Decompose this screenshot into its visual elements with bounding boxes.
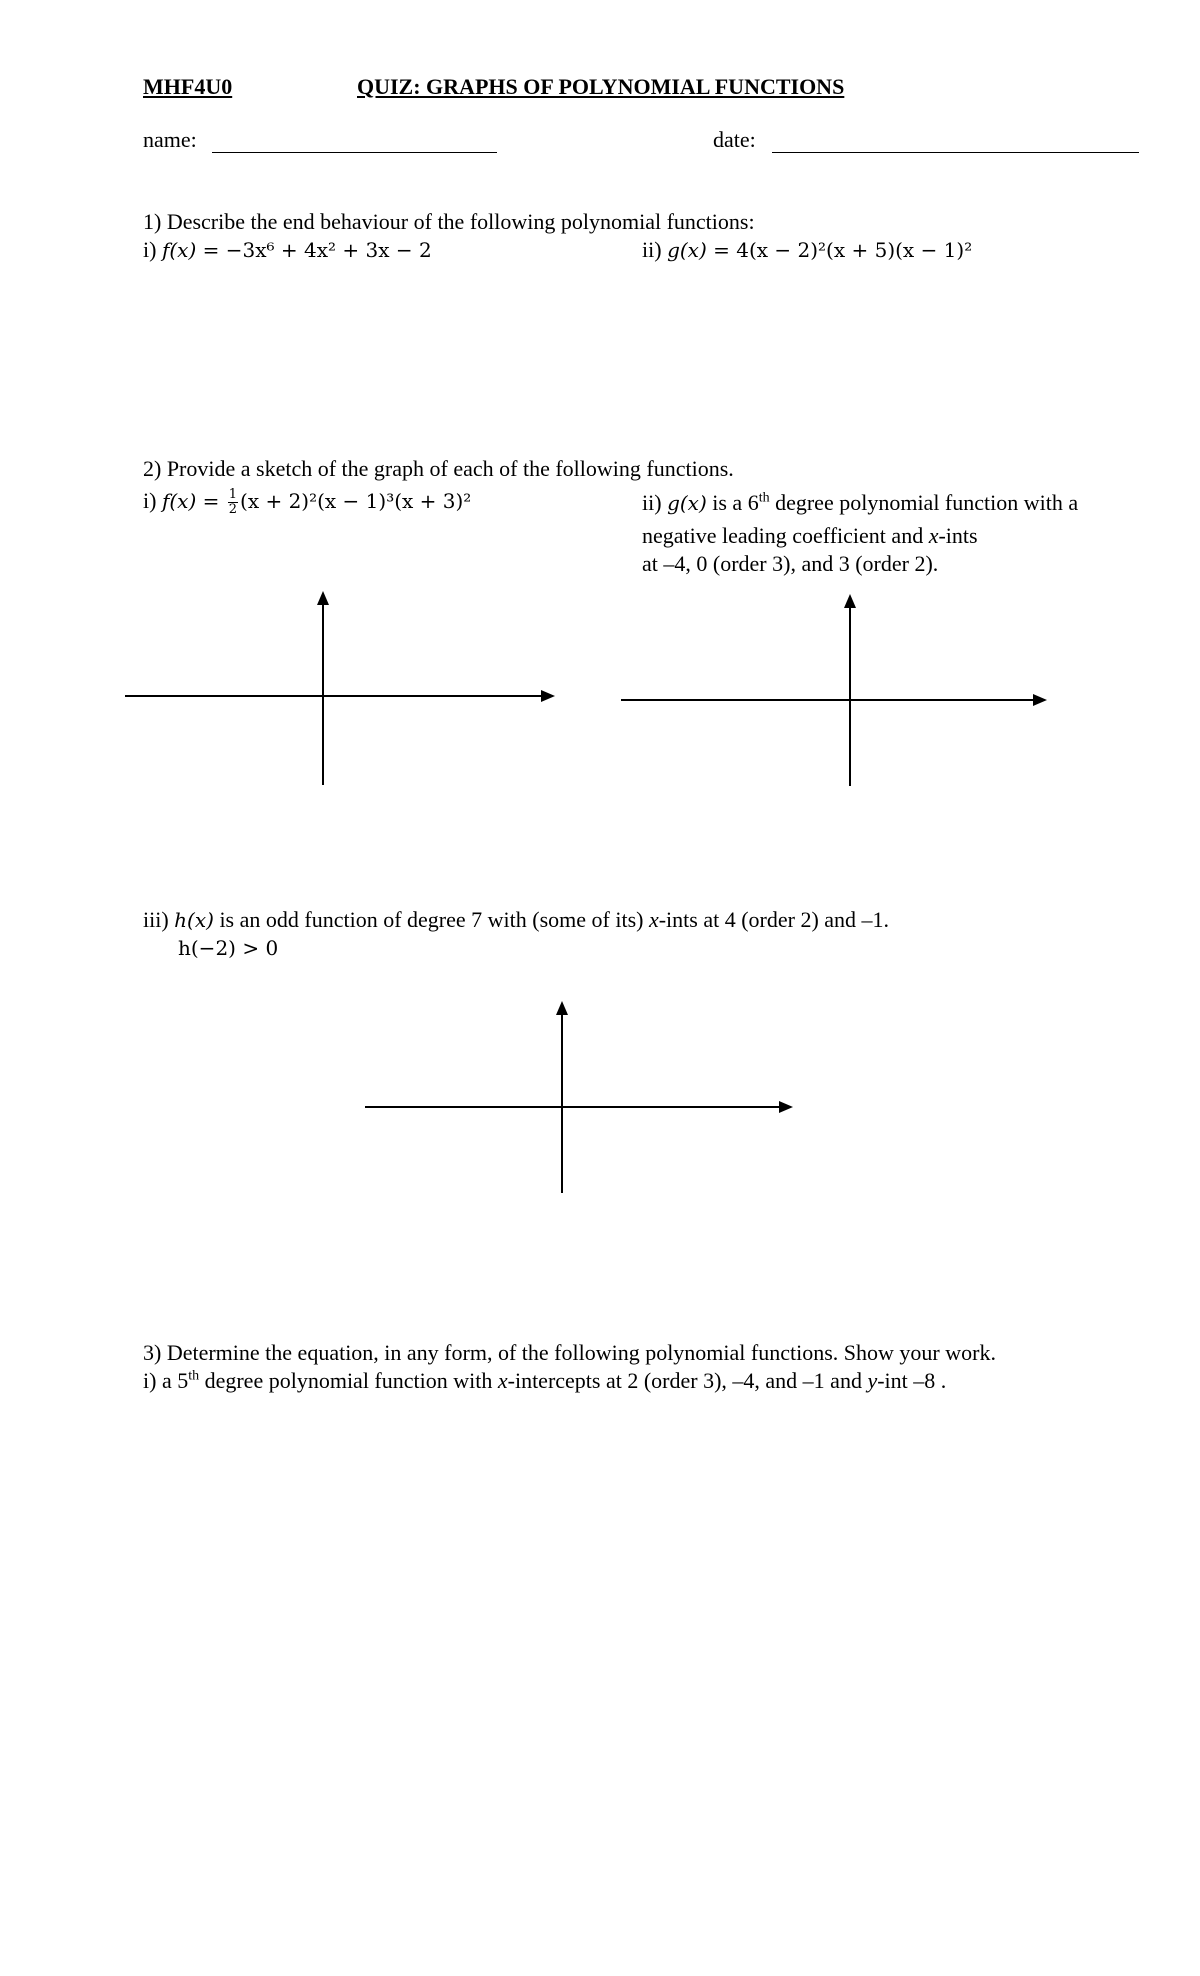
- x-axis-arrow-icon: [779, 1101, 793, 1113]
- q2-iii-function: h(x): [174, 908, 214, 932]
- q2-i-label: i): [143, 488, 162, 513]
- q1-part-i: [143, 236, 432, 264]
- date-label: date:: [713, 127, 756, 152]
- q2-i-fraction: [228, 488, 238, 517]
- quiz-title: QUIZ: GRAPHS OF POLYNOMIAL FUNCTIONS: [357, 74, 845, 99]
- q1-part-ii: [642, 236, 972, 264]
- q2-prompt: 2) Provide a sketch of the graph of each of the following functions.: [143, 456, 734, 481]
- q2-ii-superscript: th: [758, 490, 770, 506]
- q2-part-ii-line3: at –4, 0 (order 3), and 3 (order 2).: [642, 551, 939, 576]
- q2-iii-label: iii): [143, 907, 175, 932]
- q1-i-label: i): [143, 237, 162, 262]
- q2-ii-text-a: is a 6: [706, 490, 759, 515]
- course-code: MHF4U0: [143, 74, 233, 99]
- q3-prompt: 3) Determine the equation, in any form, of the following polynomial functions. Show your work.: [143, 1340, 996, 1365]
- q2-ii-text-b: degree polynomial function with a: [769, 490, 1079, 515]
- q2-iii-axes[interactable]: [360, 995, 800, 1195]
- q2-i-equals: =: [196, 489, 226, 513]
- q3-part-i: [143, 1367, 946, 1395]
- q1-prompt: 1) Describe the end behaviour of the following polynomial functions:: [143, 209, 755, 234]
- q3-i-text-b: degree polynomial function with: [199, 1368, 498, 1393]
- q2-iii-x: x: [648, 907, 659, 932]
- q2-part-i: [143, 487, 471, 517]
- date-blank[interactable]: [772, 152, 1139, 153]
- q1-ii-expression: = 4(x − 2)²(x + 5)(x − 1)²: [706, 238, 973, 262]
- q2-iii-text-b: -ints at 4 (order 2) and –1.: [658, 907, 890, 932]
- y-axis-arrow-icon: [556, 1001, 568, 1015]
- q2-i-expression: (x + 2)²(x − 1)³(x + 3)²: [240, 489, 472, 513]
- q3-i-text-d: -int –8 .: [877, 1368, 947, 1393]
- fraction-numerator: 1: [228, 487, 238, 502]
- q3-i-x: x: [497, 1368, 508, 1393]
- q1-i-function: f(x): [161, 238, 197, 262]
- q3-i-superscript: th: [188, 1368, 200, 1384]
- y-axis-arrow-icon: [844, 594, 856, 608]
- q3-i-y: y: [867, 1368, 878, 1393]
- x-axis-arrow-icon: [541, 690, 555, 702]
- fraction-denominator: 2: [228, 502, 238, 517]
- q2-ii-label: ii): [642, 490, 668, 515]
- q1-i-expression: = −3x⁶ + 4x² + 3x − 2: [196, 238, 432, 262]
- name-blank[interactable]: [212, 152, 497, 153]
- q3-i-text-c: -intercepts at 2 (order 3), –4, and –1 and: [507, 1368, 868, 1393]
- q2-ii-axes[interactable]: [616, 588, 1056, 788]
- name-label: name:: [143, 127, 197, 152]
- q2-ii-line2-text-a: negative leading coefficient and: [642, 523, 929, 548]
- x-axis-arrow-icon: [1033, 694, 1047, 706]
- q1-ii-function: g(x): [667, 238, 707, 262]
- q2-i-function: f(x): [161, 489, 197, 513]
- q2-ii-line2-x: x: [928, 523, 939, 548]
- q2-i-axes[interactable]: [120, 585, 560, 785]
- q2-iii-text-a: is an odd function of degree 7 with (some of its): [213, 907, 649, 932]
- q2-part-ii-line2: [642, 522, 978, 550]
- q2-part-iii: [143, 906, 889, 934]
- q2-ii-function: g(x): [667, 491, 707, 515]
- q3-i-text-a: i) a 5: [143, 1368, 189, 1393]
- q2-ii-line2-text-b: -ints: [938, 523, 978, 548]
- y-axis-arrow-icon: [317, 591, 329, 605]
- q2-part-ii-line1: [642, 489, 1078, 517]
- q1-ii-label: ii): [642, 237, 668, 262]
- q2-iii-condition: h(−2) > 0: [178, 936, 279, 960]
